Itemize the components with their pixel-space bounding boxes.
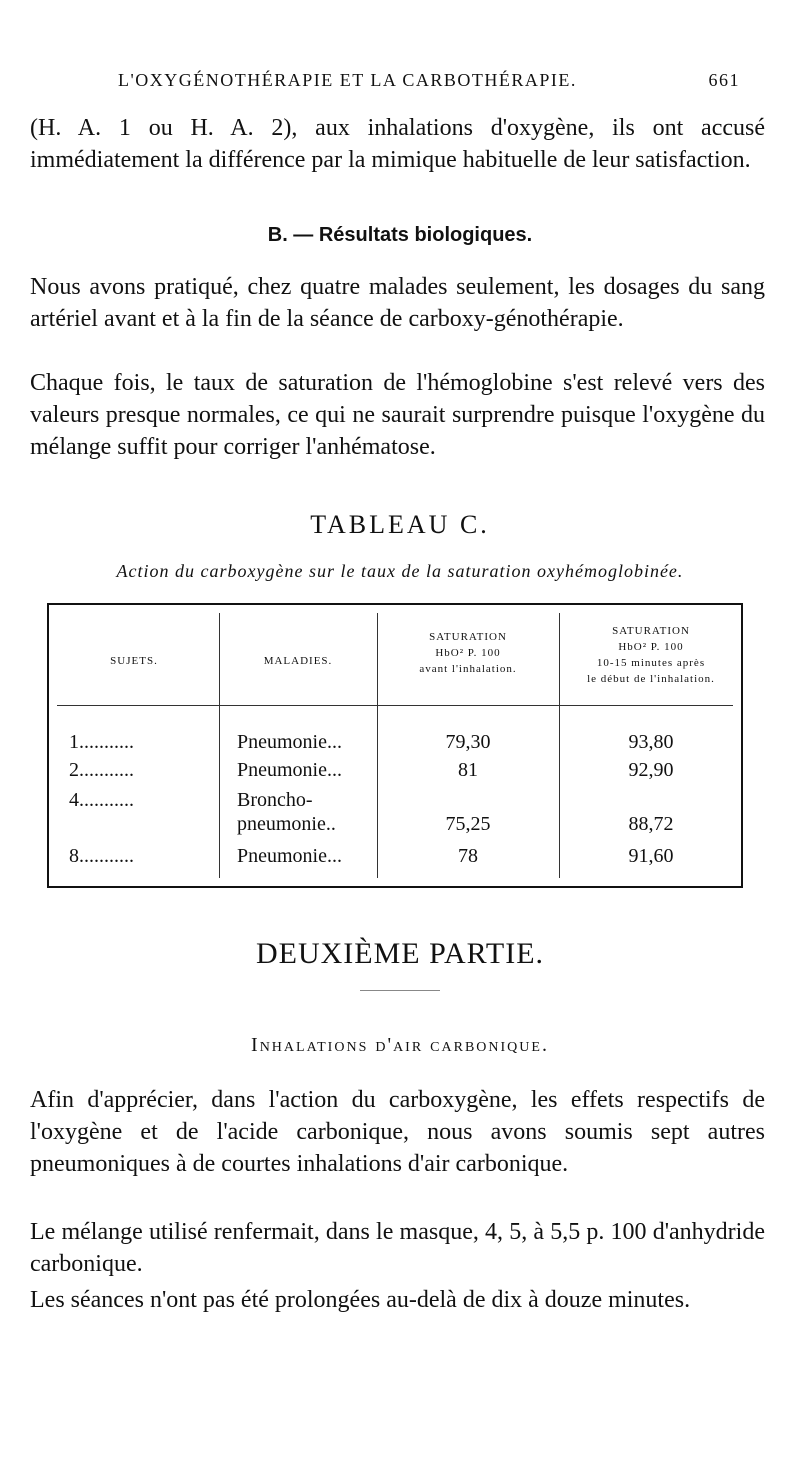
part-title: DEUXIÈME PARTIE. <box>255 937 545 970</box>
section-divider <box>360 990 440 991</box>
row-3-avant: 75,25 <box>445 813 491 835</box>
paragraph-5: Le mélange utilisé renfermait, dans le masque, 4, 5, à 5,5 p. 100 d'anhydride carbonique. <box>30 1219 765 1277</box>
header-sujets: SUJETS. <box>110 655 158 667</box>
subheading-results: B. — Résultats biologiques. <box>267 224 533 246</box>
row-1-avant: 79,30 <box>445 731 491 753</box>
row-2-apres: 92,90 <box>628 759 674 781</box>
page-number: 661 <box>708 70 740 90</box>
row-4-apres: 91,60 <box>628 845 674 867</box>
header-saturation-avant: SATURATION HbO² P. 100 avant l'inhalation. <box>419 631 517 675</box>
table-title: TABLEAU C. <box>310 510 490 539</box>
row-4-avant: 78 <box>458 845 478 867</box>
header-saturation-apres: SATURATION HbO² P. 100 10-15 minutes après le début de l'inhalation. <box>587 625 715 685</box>
table-header-rule <box>57 705 733 706</box>
row-3-maladie: Broncho- pneumonie.. <box>237 789 336 835</box>
paragraph-1: (H. A. 1 ou H. A. 2), aux inhalations d'oxygène, ils ont accusé immédiatement la différence par la mimique habituelle de leur satisfaction. <box>30 115 765 173</box>
saturation-table <box>47 603 743 888</box>
section-title: Inhalations d'air carbonique. <box>251 1034 549 1056</box>
paragraph-4: Afin d'apprécier, dans l'action du carboxygène, les effets respectifs de l'oxygène et de l'acide carbonique, nous avons soumis sept autres pneumoniques à de courtes inhalations d'air carbonique. <box>30 1087 765 1177</box>
row-3-apres: 88,72 <box>628 813 674 835</box>
row-2-avant: 81 <box>458 759 478 781</box>
row-1-sujet: 1........... <box>69 731 134 753</box>
paragraph-3: Chaque fois, le taux de saturation de l'hémoglobine s'est relevé vers des valeurs presque normales, ce qui ne saurait surprendre puisque l'oxygène du mélange suffit pour corriger l'anhématose. <box>30 370 765 460</box>
row-2-maladie: Pneumonie... <box>237 759 342 781</box>
row-2-sujet: 2........... <box>69 759 134 781</box>
row-4-sujet: 8........... <box>69 845 134 867</box>
row-4-maladie: Pneumonie... <box>237 845 342 867</box>
paragraph-2: Nous avons pratiqué, chez quatre malades seulement, les dosages du sang artériel avant et à la fin de la séance de carboxy-génothérapie. <box>30 274 765 332</box>
row-3-sujet: 4........... <box>69 789 134 811</box>
running-title: L'OXYGÉNOTHÉRAPIE ET LA CARBOTHÉRAPIE. <box>118 70 577 90</box>
table-caption: Action du carboxygène sur le taux de la saturation oxyhémoglobinée. <box>116 561 684 581</box>
row-1-maladie: Pneumonie... <box>237 731 342 753</box>
header-maladies: MALADIES. <box>263 655 333 667</box>
paragraph-6: Les séances n'ont pas été prolongées au-delà de dix à douze minutes. <box>30 1287 691 1313</box>
row-1-apres: 93,80 <box>628 731 674 753</box>
